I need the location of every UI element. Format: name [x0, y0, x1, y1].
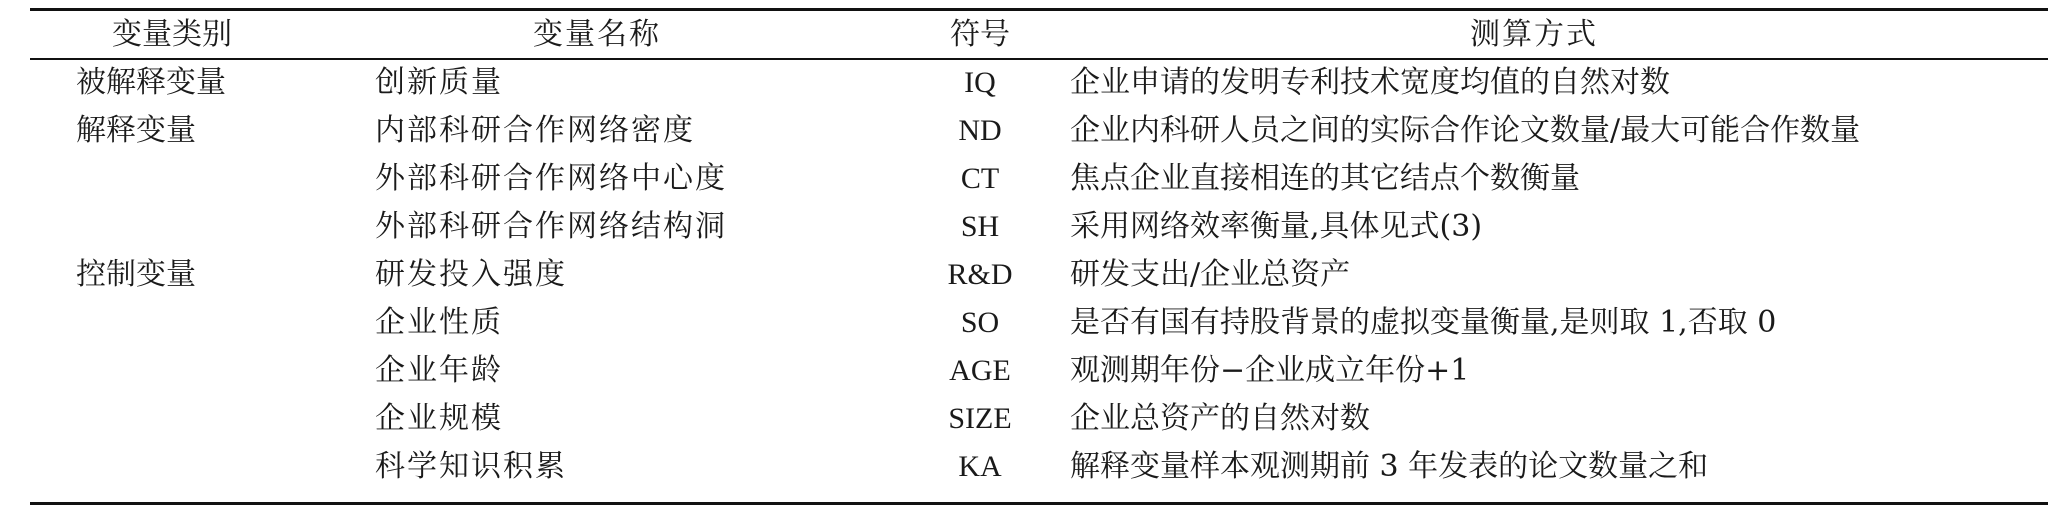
row-name: 研发投入强度 — [375, 257, 567, 292]
table-row — [30, 250, 2048, 300]
header-symbol: 符号 — [950, 18, 1010, 51]
row-method: 是否有国有持股背景的虚拟变量衡量,是则取 1,否取 0 — [1070, 305, 1777, 340]
table-row — [30, 58, 2048, 108]
row-category: 被解释变量 — [76, 65, 226, 100]
row-method: 企业申请的发明专利技术宽度均值的自然对数 — [1070, 65, 1670, 100]
row-symbol: KA — [958, 450, 1002, 483]
bottom-rule — [30, 502, 2048, 505]
row-method: 焦点企业直接相连的其它结点个数衡量 — [1070, 161, 1580, 196]
header-name: 变量名称 — [533, 17, 661, 52]
row-symbol: ND — [958, 114, 1002, 147]
row-name: 企业性质 — [375, 305, 503, 340]
row-method: 观测期年份−企业成立年份+1 — [1070, 353, 1470, 388]
row-symbol: CT — [960, 162, 1000, 195]
table-row — [30, 106, 2048, 156]
row-name: 外部科研合作网络结构洞 — [375, 209, 727, 244]
table-row — [30, 394, 2048, 444]
row-symbol: AGE — [949, 354, 1011, 387]
table-header-row — [30, 10, 2048, 60]
table-row — [30, 154, 2048, 204]
row-method: 研发支出/企业总资产 — [1070, 257, 1351, 292]
row-name: 企业规模 — [375, 401, 503, 436]
row-category: 解释变量 — [76, 113, 196, 148]
row-symbol: R&D — [947, 258, 1013, 291]
table-row — [30, 202, 2048, 252]
table-row — [30, 442, 2048, 492]
table-row — [30, 298, 2048, 348]
row-method: 企业总资产的自然对数 — [1070, 401, 1370, 436]
row-symbol: SIZE — [948, 402, 1012, 435]
row-name: 内部科研合作网络密度 — [375, 113, 695, 148]
row-symbol: SH — [960, 210, 1000, 243]
table-row — [30, 346, 2048, 396]
row-symbol: IQ — [964, 66, 996, 99]
row-method: 解释变量样本观测期前 3 年发表的论文数量之和 — [1070, 449, 1709, 484]
row-name: 科学知识积累 — [375, 449, 567, 484]
row-method: 企业内科研人员之间的实际合作论文数量/最大可能合作数量 — [1070, 113, 1861, 148]
header-category: 变量类别 — [112, 17, 232, 52]
row-name: 创新质量 — [375, 65, 503, 100]
row-category: 控制变量 — [76, 257, 196, 292]
row-method: 采用网络效率衡量,具体见式(3) — [1070, 209, 1483, 244]
row-name: 企业年龄 — [375, 353, 503, 388]
row-symbol: SO — [960, 306, 1000, 339]
header-method: 测算方式 — [1470, 17, 1598, 52]
row-name: 外部科研合作网络中心度 — [375, 161, 727, 196]
